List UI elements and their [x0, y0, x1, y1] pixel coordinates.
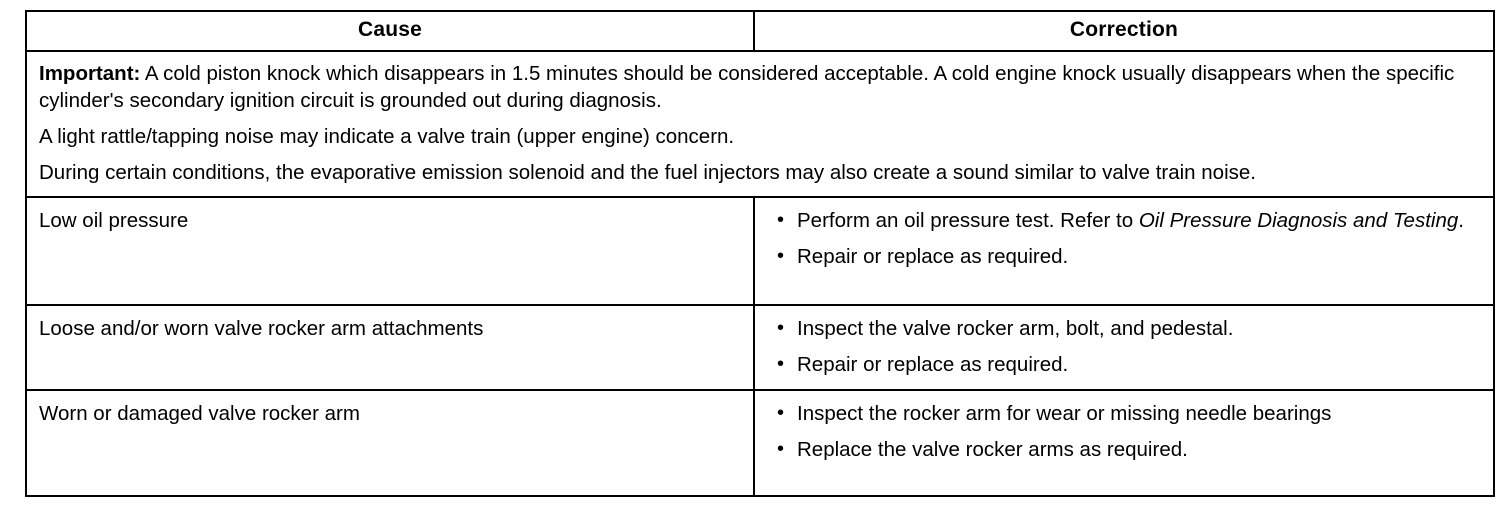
list-item: [765, 208, 1483, 234]
correction-text: Perform an oil pressure test. Refer to: [797, 209, 1139, 233]
column-header-cause: Cause: [26, 11, 754, 51]
note-paragraph-3: During certain conditions, the evaporative emission solenoid and the fuel injectors may also create a sound similar to valve train noise.: [39, 161, 1256, 185]
correction-text: Repair or replace as required.: [797, 245, 1069, 269]
note-paragraph-1-text: A cold piston knock which disappears in 1.5 minutes should be considered acceptable. A cold engine knock usually disappears when the specific cylinder's secondary ignition circuit is grounded out during diagnosis.: [39, 62, 1455, 113]
note-paragraph-2: A light rattle/tapping noise may indicate a valve train (upper engine) concern.: [39, 125, 735, 149]
diagnosis-table: [25, 10, 1495, 497]
list-item: [765, 244, 1483, 270]
correction-list: [765, 208, 1483, 270]
correction-text-tail: .: [1458, 209, 1464, 233]
correction-list: [765, 316, 1483, 378]
cause-cell: Worn or damaged valve rocker arm: [26, 390, 754, 496]
correction-text: Inspect the rocker arm for wear or missing needle bearings: [797, 401, 1332, 425]
important-note-cell: [26, 51, 1494, 197]
table-row: [26, 390, 1494, 496]
list-item: [765, 316, 1483, 342]
column-header-correction: Correction: [754, 11, 1494, 51]
important-label: Important:: [39, 62, 141, 85]
table-header: [26, 11, 1494, 51]
correction-text: Inspect the valve rocker arm, bolt, and pedestal.: [797, 317, 1234, 341]
correction-text: Repair or replace as required.: [797, 353, 1069, 377]
cause-cell: Loose and/or worn valve rocker arm attachments: [26, 305, 754, 389]
correction-cell: [754, 305, 1494, 389]
list-item: [765, 401, 1483, 427]
list-item: [765, 352, 1483, 378]
correction-text: Replace the valve rocker arms as required.: [797, 437, 1188, 461]
correction-list: [765, 401, 1483, 463]
correction-cell: [754, 390, 1494, 496]
table-row: [26, 305, 1494, 389]
note-paragraph-1: [39, 60, 1483, 114]
cause-cell: Low oil pressure: [26, 197, 754, 305]
correction-emphasis: Oil Pressure Diagnosis and Testing: [1138, 209, 1459, 233]
table-row: [26, 197, 1494, 305]
table-row-note: [26, 51, 1494, 197]
table-body: [26, 51, 1494, 496]
list-item: [765, 437, 1483, 463]
table-header-row: [26, 11, 1494, 51]
correction-cell: [754, 197, 1494, 305]
